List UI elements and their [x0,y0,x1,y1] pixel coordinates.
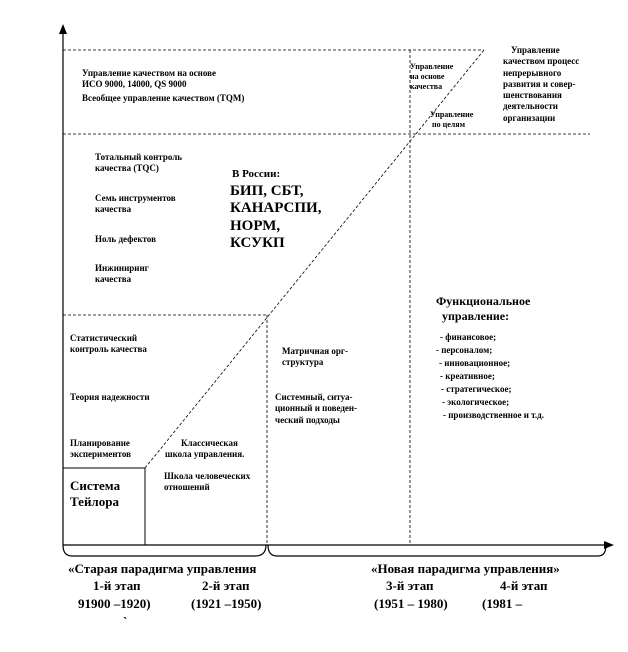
engineering-line-1: Инжиниринг [95,263,149,273]
tqm-line-7: организации [503,112,556,123]
planning-line-2: экспериментов [70,449,131,460]
tqm-line-4: развития и совер- [503,78,576,89]
russia-title: В России: [232,168,281,180]
old-paradigm-bracket [63,545,266,556]
tqm-line-2: качеством процесс [503,56,580,67]
tqm-line-3: непрерывного [503,67,562,78]
russia-systems-line-1: БИП, СБТ, [230,183,304,199]
stage4-label: 4-й этап [500,578,548,593]
quality-based-line-2: на основе [410,72,445,81]
functional-item-4: - креативное; [440,371,495,382]
functional-item-7: - производственное и т.д. [443,410,544,421]
functional-item-1: - финансовое; [440,332,497,342]
planning-line-1: Планирование [70,438,130,448]
russia-systems-line-4: КСУКП [230,234,285,251]
russia-systems-line-3: НОРМ, [230,217,281,234]
functional-title-line-2: управление: [442,309,510,323]
quality-engineering-text [95,263,149,286]
stage2-label: 2-й этап [202,578,250,593]
russia-systems [230,183,321,252]
tqc-line-2: качества (TQC) [95,163,159,174]
zero-defects-text: Ноль дефектов [95,234,156,244]
tqc-line-1: Тотальный контроль [95,152,183,162]
functional-item-6: - экологическое; [442,397,510,408]
classical-line-1: Классическая [181,438,238,448]
approaches-text [275,392,357,426]
quality-based-line-3: качества [410,82,443,91]
functional-items [436,331,544,422]
standards-line-2: ИСО 9000, 14000, QS 9000 [82,79,187,90]
stage3-label: 3-й этап [386,578,434,593]
functional-title [436,294,530,324]
management-by-objectives [430,110,473,130]
functional-title-line-1: Функциональное [436,294,531,308]
stage2-years: (1921 –1950) [191,596,262,611]
new-paradigm-label: «Новая парадигма управления» [371,561,560,576]
classical-school-text [165,438,244,461]
experiment-planning-text [70,438,131,461]
functional-item-5: - стратегическое; [441,384,512,395]
mbo-line-1: Управление [430,110,474,119]
functional-item-3: - инновационное; [439,358,511,369]
engineering-line-2: качества [95,274,132,285]
functional-item-2: - персоналом; [436,345,493,356]
human-relations-line-1: Школа человеческих [164,471,251,481]
quality-based-line-1: Управление [410,62,454,71]
approaches-line-1: Системный, ситуа- [275,392,353,402]
standards-line-3: Всеобщее управление качеством (TQM) [82,92,245,103]
new-paradigm-bracket [268,545,606,556]
taylor-line-2: Тейлора [70,494,119,510]
mbo-line-2: по целям [432,120,466,129]
spc-text [70,333,147,356]
old-paradigm-label: «Старая парадигма управления [68,561,257,576]
quality-based-management [410,62,453,92]
matrix-line-1: Матричная орг- [282,346,348,356]
seven-tools-line-2: качества [95,204,132,215]
approaches-line-3: ческий подходы [275,414,340,425]
taylor-line-1: Система [70,478,121,493]
russia-systems-line-2: КАНАРСПИ, [230,200,322,217]
tqm-line-6: деятельности [503,101,558,112]
approaches-line-2: ционный и поведен- [275,403,358,414]
stray-mark: ` [123,614,128,629]
taylor-system [70,478,120,511]
spc-line-1: Статистический [70,333,138,343]
tqm-process-text [503,45,618,124]
matrix-structure-text [282,346,348,369]
human-relations-text [164,471,250,494]
classical-line-2: школа управления. [165,449,245,460]
seven-tools-line-1: Семь инструментов [95,193,176,203]
reliability-text: Теория надежности [70,392,150,402]
stage3-years: (1951 – 1980) [374,596,448,611]
stage1-label: 1-й этап [93,578,141,593]
human-relations-line-2: отношений [164,482,210,493]
spc-line-2: контроль качества [70,344,147,355]
stage4-years: (1981 – [482,596,523,611]
tqm-line-1: Управление [511,45,560,55]
standards-line-1: Управление качеством на основе [82,68,216,78]
y-axis-arrow-icon [59,24,67,34]
matrix-line-2: структура [282,357,324,368]
stage1-years: 91900 –1920) [78,596,151,611]
tqm-line-5: шенствования [503,90,562,100]
seven-tools-text [95,193,176,216]
tqc-text [95,152,182,175]
standards-block [82,68,244,104]
